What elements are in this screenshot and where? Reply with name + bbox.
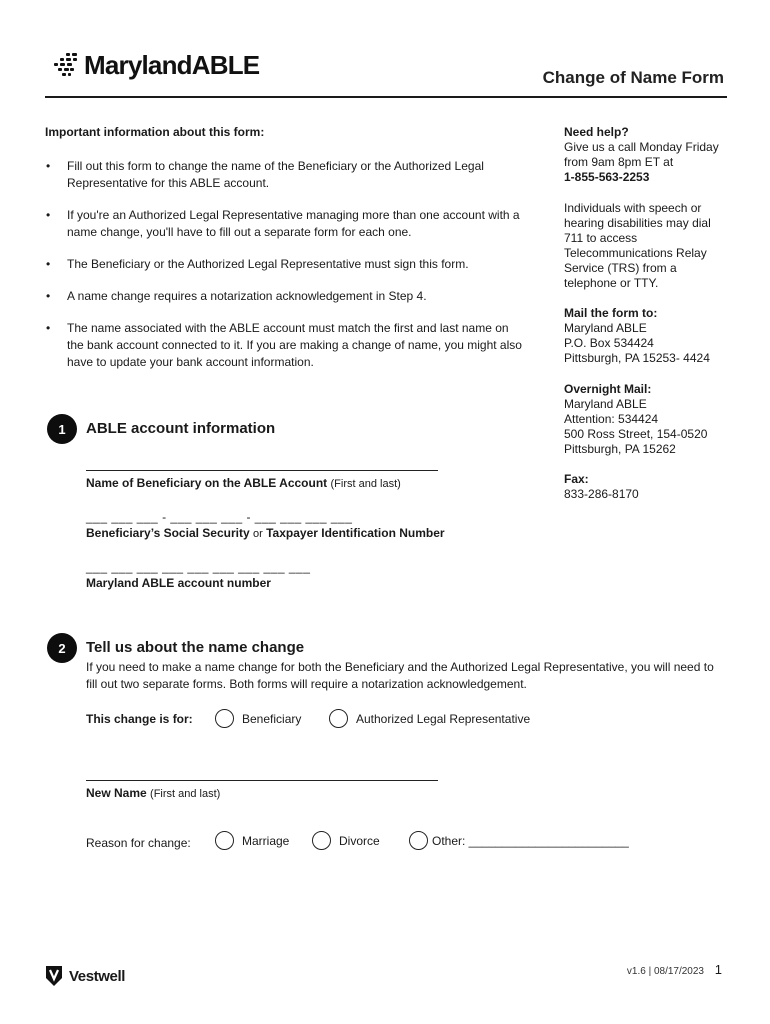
list-item: • If you're an Authorized Legal Representative managing more than one account with a name change, you'll have to fill out a separate form for each one. [45,207,525,241]
logo-wordmark: MarylandABLE [84,50,260,80]
tty-text: Individuals with speech or hearing disabilities may dial 711 to access Telecommunications Relay Service (TRS) from a telephone or TTY. [564,201,711,290]
beneficiary-option[interactable]: Beneficiary [215,709,301,728]
other-option[interactable]: Other: ________________________ [409,831,629,850]
overnight-line: Maryland ABLE [564,397,647,411]
overnight-block [564,382,749,457]
account-number-label: Maryland ABLE account number [86,576,271,590]
new-name-label: New Name (First and last) [86,786,221,800]
header-divider [45,96,727,98]
help-phone: 1-855-563-2253 [564,170,650,184]
page-number: 1 [714,962,722,977]
mail-heading: Mail the form to: [564,306,658,320]
list-item: • The Beneficiary or the Authorized Legal Representative must sign this form. [45,256,525,273]
fax-heading: Fax: [564,472,589,486]
marriage-radio[interactable] [215,831,234,850]
important-info-list [45,158,525,371]
account-number-field[interactable]: ___ ___ ___ ___ ___ ___ ___ ___ ___ [86,560,311,574]
ssn-field[interactable]: ___ ___ ___ - ___ ___ ___ - ___ ___ ___ ___ [86,510,353,524]
section-1-title: ABLE account information [86,420,276,437]
overnight-line: Attention: 534424 [564,412,659,426]
help-heading: Need help? [564,125,629,139]
section-1-number: 1 [47,414,77,444]
ssn-label: Beneficiary’s Social Security or Taxpayer Identification Number [86,526,445,540]
help-line: from 9am 8pm ET at [564,155,674,169]
form-title: Change of Name Form [542,68,724,87]
fax-number: 833-286-8170 [564,487,639,501]
help-block [564,125,749,185]
overnight-line: 500 Ross Street, 154-0520 [564,427,708,441]
fax-block [564,472,749,502]
overnight-heading: Overnight Mail: [564,382,652,396]
section-2-number: 2 [47,633,77,663]
authorized-rep-option[interactable]: Authorized Legal Representative [329,709,530,728]
beneficiary-radio[interactable] [215,709,234,728]
vestwell-shield-icon [45,965,63,987]
divorce-radio[interactable] [312,831,331,850]
list-item: • A name change requires a notarization acknowledgement in Step 4. [45,288,525,305]
logo-dots-icon [50,51,84,81]
important-info-heading: Important information about this form: [45,125,265,139]
marriage-option[interactable]: Marriage [215,831,289,850]
divorce-option[interactable]: Divorce [312,831,380,850]
list-item: • Fill out this form to change the name of the Beneficiary or the Authorized Legal Representative for this ABLE account. [45,158,525,192]
authorized-rep-radio[interactable] [329,709,348,728]
maryland-able-logo [50,50,259,81]
change-for-label: This change is for: [86,712,193,726]
list-item: • The name associated with the ABLE account must match the first and last name on the bank account connected to it. If you are making a change of name, you might also have to update your bank account information. [45,320,525,371]
beneficiary-name-line[interactable] [86,470,438,471]
section-2-title: Tell us about the name change [86,639,305,656]
vestwell-wordmark: Vestwell [69,967,126,985]
version-label: v1.6 | 08/17/2023 [626,966,704,977]
vestwell-logo [45,965,125,987]
mail-block [564,306,749,366]
overnight-line: Pittsburgh, PA 15262 [564,442,676,456]
other-radio[interactable] [409,831,428,850]
new-name-line[interactable] [86,780,438,781]
reason-label: Reason for change: [86,836,191,850]
beneficiary-name-label: Name of Beneficiary on the ABLE Account (First and last) [86,476,401,490]
mail-line: Maryland ABLE [564,321,647,335]
mail-line: P.O. Box 534424 [564,336,654,350]
mail-line: Pittsburgh, PA 15253- 4424 [564,351,710,365]
help-line: Give us a call Monday Friday [564,140,719,154]
section-2-intro: If you need to make a name change for both the Beneficiary and the Authorized Legal Representative, you will need to fill out two separate forms. Both forms will require a notarization acknowledgement. [86,660,714,691]
